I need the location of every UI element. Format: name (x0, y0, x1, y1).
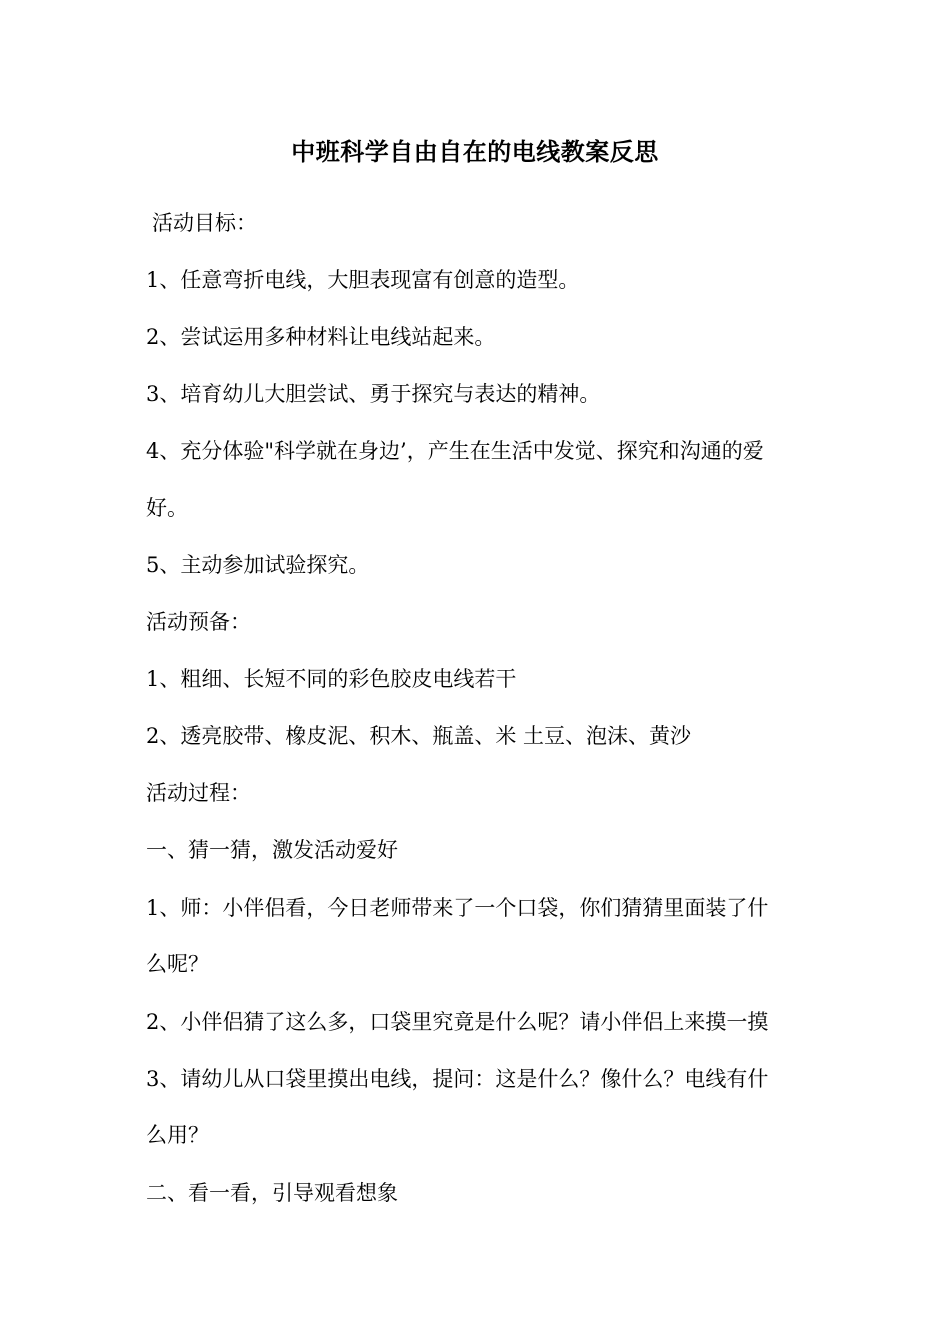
section-heading-preparation: 活动预备： (146, 610, 251, 634)
paragraph-line: 么呢？ (146, 952, 209, 976)
paragraph-line: 好。 (146, 496, 188, 520)
section-heading-goals: 活动目标： (152, 211, 257, 235)
paragraph-line: 一、猜一猜，激发活动爱好 (146, 838, 398, 862)
paragraph-line: 1、粗细、长短不同的彩色胶皮电线若干 (146, 667, 517, 691)
paragraph-line: 2、小伴侣猜了这么多，口袋里究竟是什么呢？请小伴侣上来摸一摸 (146, 1010, 769, 1034)
paragraph-line: 2、透亮胶带、橡皮泥、积木、瓶盖、米 土豆、泡沫、黄沙 (146, 724, 692, 748)
paragraph-line: 1、任意弯折电线，大胆表现富有创意的造型。 (146, 268, 580, 292)
paragraph-line: 么用？ (146, 1123, 209, 1147)
section-heading-process: 活动过程： (146, 781, 251, 805)
paragraph-line: 二、看一看，引导观看想象 (146, 1181, 398, 1205)
paragraph-line: 2、尝试运用多种材料让电线站起来。 (146, 325, 496, 349)
paragraph-line: 3、培育幼儿大胆尝试、勇于探究与表达的精神。 (146, 382, 601, 406)
paragraph-line: 5、主动参加试验探究。 (146, 553, 370, 577)
document-title: 中班科学自由自在的电线教案反思 (291, 137, 659, 166)
paragraph-line: 4、充分体验"科学就在身边’，产生在生活中发觉、探究和沟通的爱 (146, 439, 764, 463)
paragraph-line: 3、请幼儿从口袋里摸出电线，提问：这是什么？像什么？电线有什 (146, 1067, 769, 1091)
paragraph-line: 1、师：小伴侣看，今日老师带来了一个口袋，你们猜猜里面装了什 (146, 896, 769, 920)
